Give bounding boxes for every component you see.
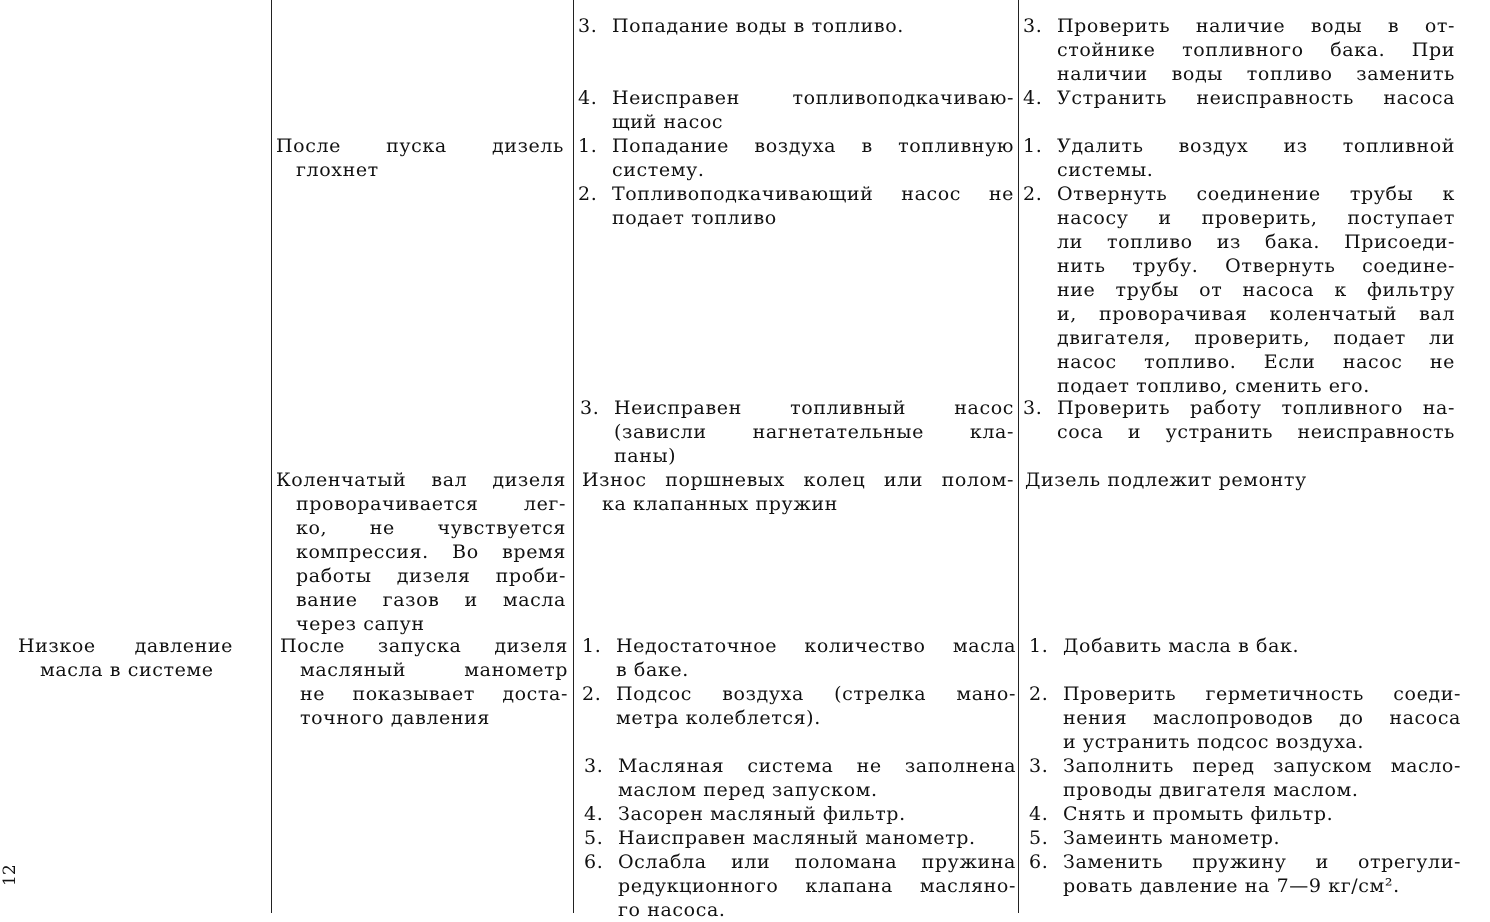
- cause-text: Износ поршневых колец или полом- ка клапанных пружин: [582, 469, 1014, 515]
- page-number: 12: [0, 864, 20, 886]
- cause-item: 4. Засорен масляный фильтр.: [584, 803, 906, 825]
- remedy-item: 1. Добавить масла в бак.: [1029, 635, 1300, 657]
- remedy-item: 4. Устранить неисправность насоса: [1023, 87, 1455, 109]
- cause-item: 2. Подсос воздуха (стрелка мано- метра колеблется).: [582, 683, 1016, 729]
- remedy-item: 3. Проверить работу топливного на- соса и устранить неисправность: [1023, 397, 1455, 443]
- remedy-item: 2. Отвернуть соединение трубы к насосу и проверить, поступает ли топливо из бака. Присоеди- нить трубу. Отвернуть соедине- ние трубы от насоса к фильтру и, проворачивая коленчатый вал двигателя, проверить, подает ли насос топливо. Если насос не подает топливо, сменить его.: [1023, 183, 1455, 397]
- malfunction-text: Низкое давление масла в системе: [18, 635, 233, 681]
- remedy-item: 5. Замеинть манометр.: [1029, 827, 1281, 849]
- column-divider-2: [573, 0, 574, 913]
- symptom-text: После запуска дизеля масляный манометр не показывает доста- точного давления: [280, 635, 568, 729]
- symptom-text: После пуска дизель глохнет: [276, 135, 564, 181]
- cause-item: 1. Попадание воздуха в топливную систему.: [578, 135, 1014, 181]
- column-divider-3: [1018, 0, 1019, 913]
- remedy-item: 1. Удалить воздух из топливной системы.: [1023, 135, 1455, 181]
- cause-item: 3. Попадание воды в топливо.: [578, 15, 904, 37]
- remedy-item: 6. Заменить пружину и отрегули- ровать давление на 7—9 кг/см².: [1029, 851, 1461, 897]
- cause-item: 3. Неисправен топливный насос (зависли нагнетательные кла- паны): [580, 397, 1014, 467]
- remedy-item: 3. Проверить наличие воды в от- стойнике топливного бака. При наличии воды топливо заменить: [1023, 15, 1455, 85]
- cause-item: 4. Неисправен топливоподкачиваю- щий насос: [578, 87, 1014, 133]
- cause-item: 1. Недостаточное количество масла в баке.: [582, 635, 1016, 681]
- cause-item: 2. Топливоподкачивающий насос не подает топливо: [578, 183, 1014, 229]
- remedy-item: 2. Проверить герметичность соеди- нения маслопроводов до насоса и устранить подсос воздуха.: [1029, 683, 1461, 753]
- column-divider-1: [271, 0, 272, 913]
- remedy-text: Дизель подлежит ремонту: [1025, 469, 1307, 491]
- cause-item: 6. Ослабла или поломана пружина редукционного клапана масляно- го насоса.: [584, 851, 1016, 921]
- cause-item: 3. Масляная система не заполнена маслом перед запуском.: [584, 755, 1016, 801]
- remedy-item: 4. Снять и промыть фильтр.: [1029, 803, 1334, 825]
- cause-item: 5. Наисправен масляный манометр.: [584, 827, 976, 849]
- remedy-item: 3. Заполнить перед запуском масло- проводы двигателя маслом.: [1029, 755, 1461, 801]
- symptom-text: Коленчатый вал дизеля проворачивается лег- ко, не чувствуется компрессия. Во время работы дизеля проби- вание газов и масла через сапун: [276, 469, 566, 635]
